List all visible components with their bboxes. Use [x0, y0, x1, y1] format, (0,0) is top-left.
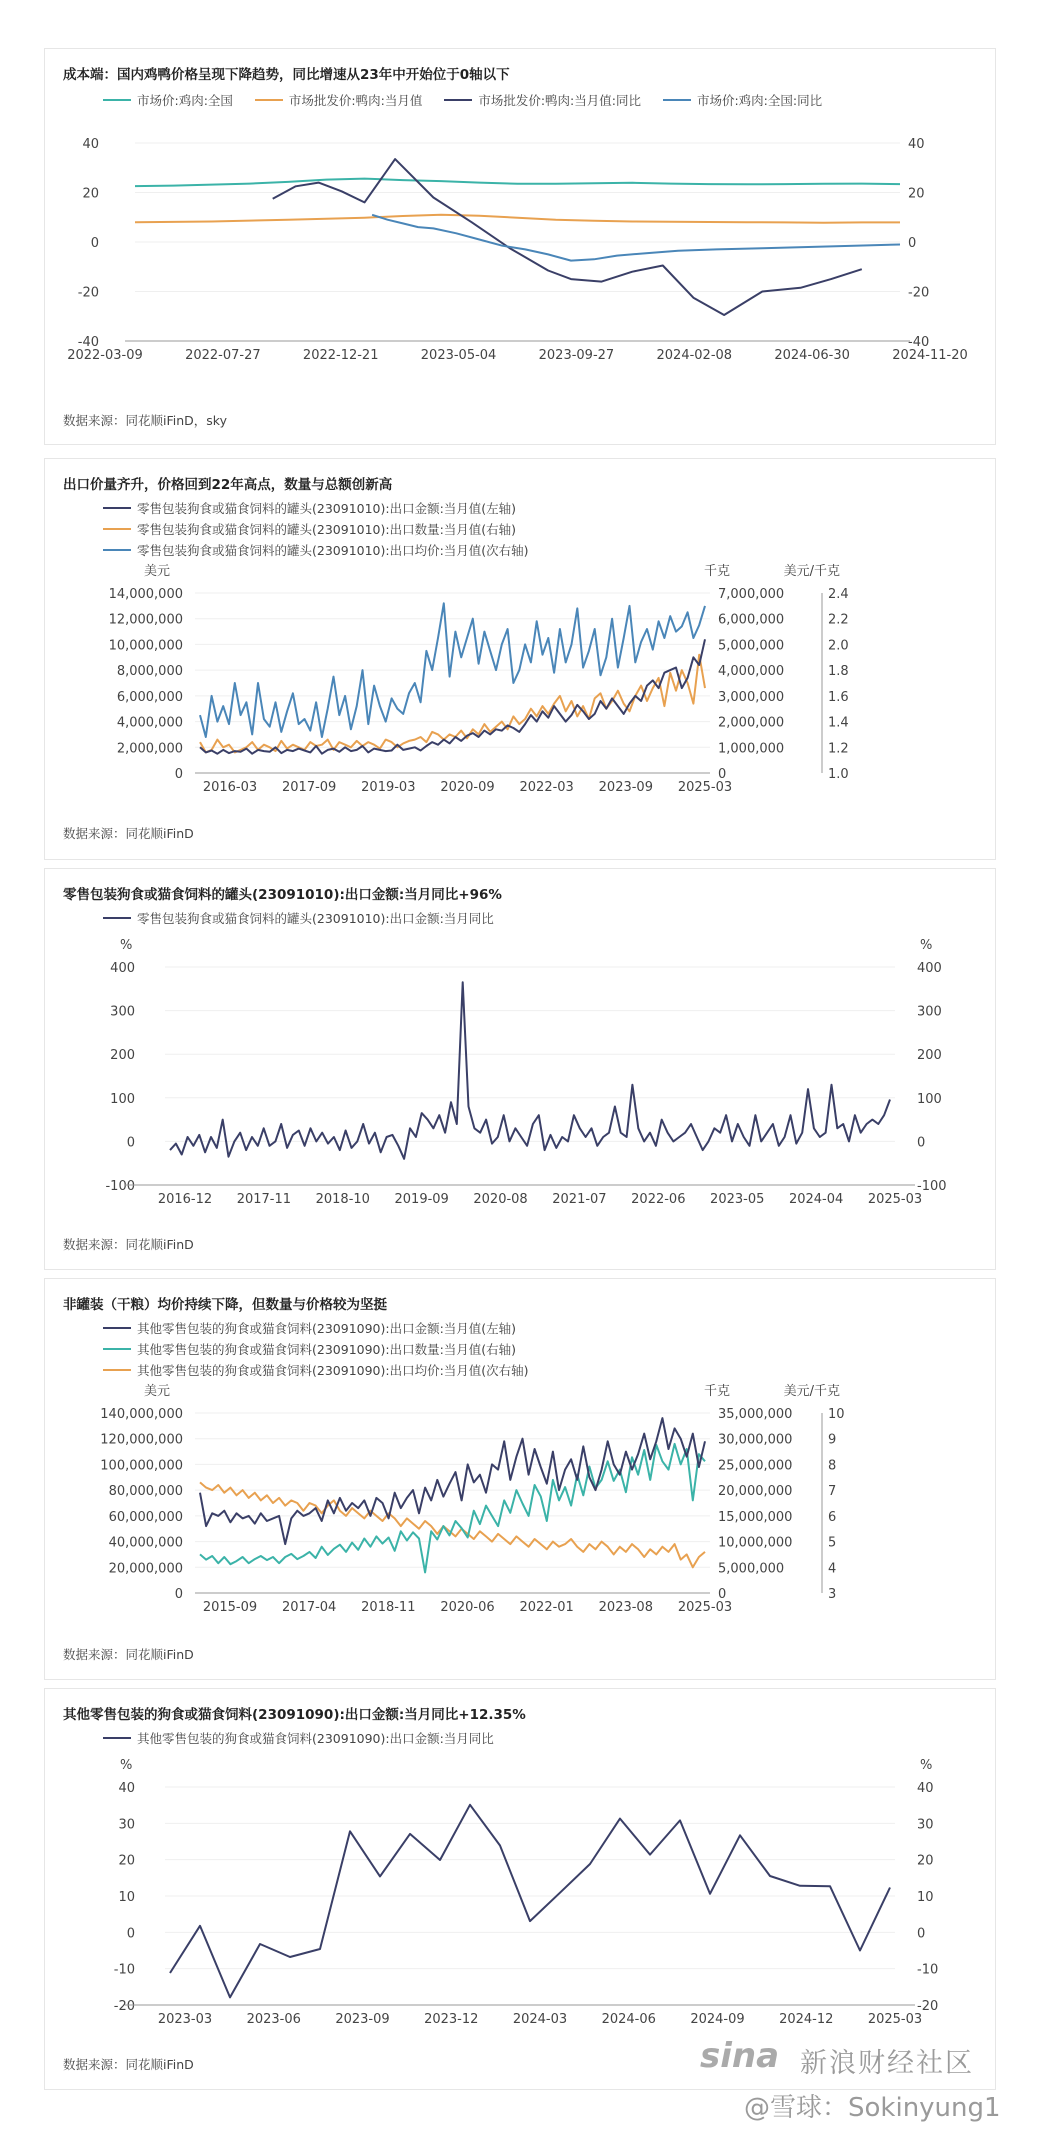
y-tick-label: -20 — [113, 1999, 135, 2014]
x-tick-label: 2020-09 — [440, 780, 495, 795]
legend-swatch — [255, 99, 283, 101]
y-right2-axis-unit: 美元/千克 — [783, 564, 840, 579]
chart-panel-4 — [44, 1278, 996, 1680]
y-right-axis-unit: % — [920, 938, 933, 953]
legend-item[interactable] — [444, 90, 641, 111]
y-tick-label: 20 — [118, 1853, 135, 1869]
y-tick-label: 8,000,000 — [116, 664, 183, 680]
legend-label: 零售包装狗食或猫食饲料的罐头(23091010):出口金额:当月值(左轴) — [137, 500, 517, 516]
x-tick-label: 2023-09-27 — [538, 348, 615, 363]
y-right-tick-label: 20,000,000 — [718, 1484, 793, 1500]
data-source: 数据来源：同花顺iFinD — [63, 826, 194, 841]
y-right-tick-label: 300 — [917, 1004, 942, 1020]
y-right-tick-label: 1,000,000 — [718, 741, 785, 757]
y-tick-label: 0 — [90, 236, 99, 251]
x-tick-label: 2023-09 — [335, 2012, 390, 2027]
y-right-tick-label: 30,000,000 — [718, 1432, 793, 1448]
y-right-tick-label: 0 — [908, 236, 917, 251]
y-right-axis-unit: 千克 — [703, 1384, 730, 1399]
y-right-tick-label: -20 — [908, 285, 930, 301]
y-tick-label: 100 — [110, 1091, 135, 1107]
y-right-tick-label: 3,000,000 — [718, 689, 785, 705]
y-right-tick-label: -100 — [917, 1179, 947, 1194]
watermark-text: 新浪财经社区 — [800, 2048, 974, 2079]
panel-title: 出口价量齐升，价格回到22年高点，数量与总额创新高 — [63, 477, 393, 493]
y-right-tick-label: -40 — [908, 335, 930, 350]
y-tick-label: 14,000,000 — [108, 587, 183, 602]
y-right-tick-label: 0 — [718, 1587, 727, 1602]
x-tick-label: 2025-03 — [677, 780, 733, 795]
x-tick-label: 2017-11 — [236, 1192, 292, 1207]
x-tick-label: 2023-09 — [598, 780, 653, 795]
sina-logo: sina — [700, 2036, 780, 2076]
x-tick-label: 2024-02-08 — [656, 348, 733, 363]
x-tick-label: 2019-09 — [394, 1192, 449, 1207]
x-tick-label: 2022-12-21 — [302, 348, 379, 363]
data-source: 数据来源：同花顺iFinD — [63, 1237, 194, 1252]
legend-swatch — [103, 1369, 131, 1371]
y-tick-label: -10 — [113, 1962, 135, 1978]
y-right-tick-label: -20 — [917, 1999, 939, 2014]
dual-axis-line-chart — [45, 563, 995, 823]
x-tick-label: 2024-06 — [601, 2012, 656, 2027]
series-line — [200, 1482, 705, 1567]
y-right-tick-label: 0 — [718, 767, 727, 782]
legend-swatch — [103, 917, 131, 919]
y-right-tick-label: 5,000,000 — [718, 1561, 785, 1577]
x-tick-label: 2018-10 — [315, 1192, 370, 1207]
x-tick-label: 2024-04 — [788, 1192, 844, 1207]
legend-label: 零售包装狗食或猫食饲料的罐头(23091010):出口数量:当月值(右轴) — [137, 521, 517, 537]
legend-swatch — [103, 528, 131, 530]
x-tick-label: 2016-12 — [157, 1192, 213, 1207]
y-tick-label: 4,000,000 — [116, 715, 183, 731]
y-tick-label: 40 — [82, 137, 99, 152]
y-axis-unit: 美元 — [143, 1384, 170, 1399]
x-tick-label: 2023-06 — [246, 2012, 301, 2027]
y-tick-label: 80,000,000 — [108, 1484, 183, 1500]
legend-label: 其他零售包装的狗食或猫食饲料(23091090):出口均价:当月值(次右轴) — [137, 1362, 529, 1378]
y-right-tick-label: 0 — [917, 1926, 926, 1942]
y-tick-label: 140,000,000 — [100, 1407, 183, 1422]
x-tick-label: 2016-03 — [202, 780, 258, 795]
legend-swatch — [103, 99, 131, 101]
y-tick-label: 0 — [126, 1926, 135, 1942]
y-tick-label: 10 — [118, 1890, 135, 1905]
panel-title: 非罐装（干粮）均价持续下降，但数量与价格较为坚挺 — [63, 1297, 387, 1313]
y-right2-tick-label: 2.2 — [828, 612, 849, 628]
legend-swatch — [103, 1737, 131, 1739]
chart-panel-5 — [44, 1688, 996, 2090]
data-source: 数据来源：同花顺iFinD，sky — [63, 413, 227, 428]
x-tick-label: 2022-03 — [519, 780, 574, 795]
y-right-tick-label: 5,000,000 — [718, 638, 785, 654]
legend-label: 市场批发价:鸭肉:当月值 — [288, 93, 423, 108]
y-right-tick-label: 10,000,000 — [718, 1535, 793, 1551]
y-tick-label: 20,000,000 — [108, 1561, 183, 1577]
x-tick-label: 2024-06-30 — [774, 348, 850, 363]
legend-label: 零售包装狗食或猫食饲料的罐头(23091010):出口金额:当月同比 — [137, 910, 494, 926]
legend-swatch — [103, 507, 131, 509]
x-tick-label: 2015-09 — [202, 1600, 258, 1615]
y-right-tick-label: 6,000,000 — [718, 612, 785, 628]
y-right-tick-label: 40 — [917, 1781, 934, 1796]
x-tick-label: 2022-07-27 — [185, 348, 261, 363]
legend-swatch — [103, 549, 131, 551]
y-tick-label: 300 — [110, 1004, 135, 1020]
x-tick-label: 2025-03 — [867, 2012, 923, 2027]
line-chart — [45, 935, 995, 1225]
y-tick-label: -40 — [77, 335, 99, 350]
y-right2-tick-label: 6 — [828, 1509, 837, 1525]
y-tick-label: 40,000,000 — [108, 1535, 183, 1551]
y-tick-label: 120,000,000 — [100, 1432, 183, 1448]
legend-swatch — [103, 1327, 131, 1329]
legend-label: 其他零售包装的狗食或猫食饲料(23091090):出口数量:当月值(右轴) — [137, 1341, 517, 1357]
x-tick-label: 2024-11-20 — [892, 348, 968, 363]
y-right-tick-label: 15,000,000 — [718, 1509, 793, 1525]
data-source: 数据来源：同花顺iFinD — [63, 1647, 194, 1662]
x-tick-label: 2025-03 — [867, 1192, 923, 1207]
chart-legend — [103, 907, 494, 928]
legend-item[interactable] — [103, 539, 529, 560]
x-tick-label: 2023-12 — [424, 2012, 479, 2027]
y-tick-label: 0 — [126, 1135, 135, 1151]
y-right2-tick-label: 2.0 — [828, 638, 849, 654]
y-tick-label: 200 — [110, 1048, 135, 1064]
y-right2-tick-label: 1.0 — [828, 767, 849, 782]
legend-item[interactable] — [255, 90, 422, 111]
line-chart — [45, 131, 995, 431]
legend-swatch — [663, 99, 691, 101]
y-tick-label: 0 — [174, 767, 183, 782]
y-right-tick-label: 0 — [917, 1135, 926, 1151]
panel-title: 零售包装狗食或猫食饲料的罐头(23091010):出口金额:当月同比+96% — [63, 887, 502, 903]
legend-label: 市场价:鸡肉:全国 — [137, 93, 233, 108]
y-tick-label: 0 — [174, 1587, 183, 1602]
x-tick-label: 2017-04 — [282, 1600, 337, 1615]
y-right-tick-label: 100 — [917, 1091, 942, 1107]
y-right-tick-label: 35,000,000 — [718, 1407, 793, 1422]
chart-legend — [103, 1727, 494, 1748]
legend-item[interactable] — [103, 90, 233, 111]
series-line — [170, 982, 890, 1159]
y-right2-tick-label: 8 — [828, 1458, 837, 1474]
line-chart — [45, 1755, 995, 2045]
y-tick-label: 6,000,000 — [116, 689, 183, 705]
y-tick-label: 20 — [82, 186, 99, 202]
legend-label: 市场价:鸡肉:全国:同比 — [696, 93, 823, 108]
x-tick-label: 2018-11 — [361, 1600, 416, 1615]
y-right-tick-label: -10 — [917, 1962, 939, 1978]
x-tick-label: 2019-03 — [361, 780, 416, 795]
y-axis-unit: % — [120, 1758, 133, 1773]
chart-panel-1 — [44, 48, 996, 445]
y-right2-tick-label: 7 — [828, 1484, 837, 1500]
x-tick-label: 2023-03 — [157, 2012, 213, 2027]
y-right-tick-label: 20 — [917, 1853, 934, 1869]
panel-title: 其他零售包装的狗食或猫食饲料(23091090):出口金额:当月同比+12.35% — [63, 1707, 526, 1723]
y-right2-tick-label: 1.4 — [828, 715, 849, 731]
series-line — [200, 1418, 705, 1544]
chart-panel-3 — [44, 868, 996, 1270]
x-tick-label: 2022-01 — [519, 1600, 574, 1615]
x-tick-label: 2017-09 — [282, 780, 337, 795]
y-right2-tick-label: 1.2 — [828, 741, 849, 757]
chart-legend — [103, 497, 529, 560]
y-right2-tick-label: 3 — [828, 1587, 837, 1602]
y-right2-tick-label: 2.4 — [828, 587, 849, 602]
y-right-tick-label: 4,000,000 — [718, 664, 785, 680]
x-tick-label: 2023-08 — [598, 1600, 653, 1615]
legend-label: 市场批发价:鸭肉:当月值:同比 — [478, 93, 641, 108]
series-line — [135, 215, 900, 223]
watermark-handle: @雪球：Sokinyung1 — [744, 2093, 1001, 2123]
x-tick-label: 2023-05-04 — [420, 348, 497, 363]
series-line — [135, 179, 900, 187]
y-right2-tick-label: 4 — [828, 1561, 837, 1577]
x-tick-label: 2024-12 — [779, 2012, 834, 2027]
y-right-tick-label: 25,000,000 — [718, 1458, 793, 1474]
y-tick-label: 10,000,000 — [108, 638, 183, 654]
y-tick-label: 60,000,000 — [108, 1509, 183, 1525]
legend-label: 零售包装狗食或猫食饲料的罐头(23091010):出口均价:当月值(次右轴) — [137, 542, 529, 558]
y-right-tick-label: 400 — [917, 961, 942, 976]
y-right-tick-label: 30 — [917, 1817, 934, 1833]
y-right-tick-label: 200 — [917, 1048, 942, 1064]
y-tick-label: 400 — [110, 961, 135, 976]
y-axis-unit: 美元 — [143, 564, 170, 579]
chart-legend — [103, 89, 840, 111]
y-right2-tick-label: 10 — [828, 1407, 845, 1422]
x-tick-label: 2020-06 — [440, 1600, 495, 1615]
y-right2-tick-label: 9 — [828, 1432, 837, 1448]
x-tick-label: 2024-09 — [690, 2012, 745, 2027]
legend-item[interactable] — [103, 1338, 529, 1359]
legend-item[interactable] — [103, 518, 529, 539]
x-tick-label: 2025-03 — [677, 1600, 733, 1615]
legend-item[interactable] — [103, 907, 494, 928]
y-axis-unit: % — [120, 938, 133, 953]
x-tick-label: 2023-05 — [710, 1192, 765, 1207]
y-tick-label: 2,000,000 — [116, 741, 183, 757]
y-tick-label: 100,000,000 — [100, 1458, 183, 1474]
data-source: 数据来源：同花顺iFinD — [63, 2057, 194, 2072]
dual-axis-line-chart — [45, 1383, 995, 1643]
legend-swatch — [444, 99, 472, 101]
y-right-tick-label: 10 — [917, 1890, 934, 1905]
y-right-tick-label: 7,000,000 — [718, 587, 785, 602]
y-right-tick-label: 20 — [908, 186, 925, 202]
y-tick-label: 40 — [118, 1781, 135, 1796]
legend-item[interactable] — [663, 90, 822, 111]
chart-legend — [103, 1317, 529, 1380]
y-tick-label: -20 — [77, 285, 99, 301]
y-right-tick-label: 40 — [908, 137, 925, 152]
y-tick-label: 12,000,000 — [108, 612, 183, 628]
x-tick-label: 2022-03-09 — [67, 348, 143, 363]
legend-item[interactable] — [103, 1359, 529, 1380]
y-right2-tick-label: 1.6 — [828, 689, 849, 705]
y-tick-label: 30 — [118, 1817, 135, 1833]
legend-label: 其他零售包装的狗食或猫食饲料(23091090):出口金额:当月值(左轴) — [137, 1320, 517, 1336]
x-tick-label: 2024-03 — [512, 2012, 568, 2027]
legend-label: 其他零售包装的狗食或猫食饲料(23091090):出口金额:当月同比 — [137, 1730, 494, 1746]
panel-title: 成本端：国内鸡鸭价格呈现下降趋势，同比增速从23年中开始位于0轴以下 — [63, 67, 510, 83]
x-tick-label: 2020-08 — [473, 1192, 528, 1207]
legend-item[interactable] — [103, 1727, 494, 1748]
y-right2-tick-label: 1.8 — [828, 664, 849, 680]
x-tick-label: 2021-07 — [552, 1192, 607, 1207]
chart-panel-2 — [44, 458, 996, 860]
legend-swatch — [103, 1348, 131, 1350]
legend-item[interactable] — [103, 497, 529, 518]
y-right-axis-unit: 千克 — [703, 564, 730, 579]
y-right-axis-unit: % — [920, 1758, 933, 1773]
y-right-tick-label: 2,000,000 — [718, 715, 785, 731]
y-tick-label: -100 — [105, 1179, 135, 1194]
y-right2-axis-unit: 美元/千克 — [783, 1384, 840, 1399]
legend-item[interactable] — [103, 1317, 529, 1338]
x-tick-label: 2022-06 — [631, 1192, 686, 1207]
y-right2-tick-label: 5 — [828, 1535, 837, 1551]
